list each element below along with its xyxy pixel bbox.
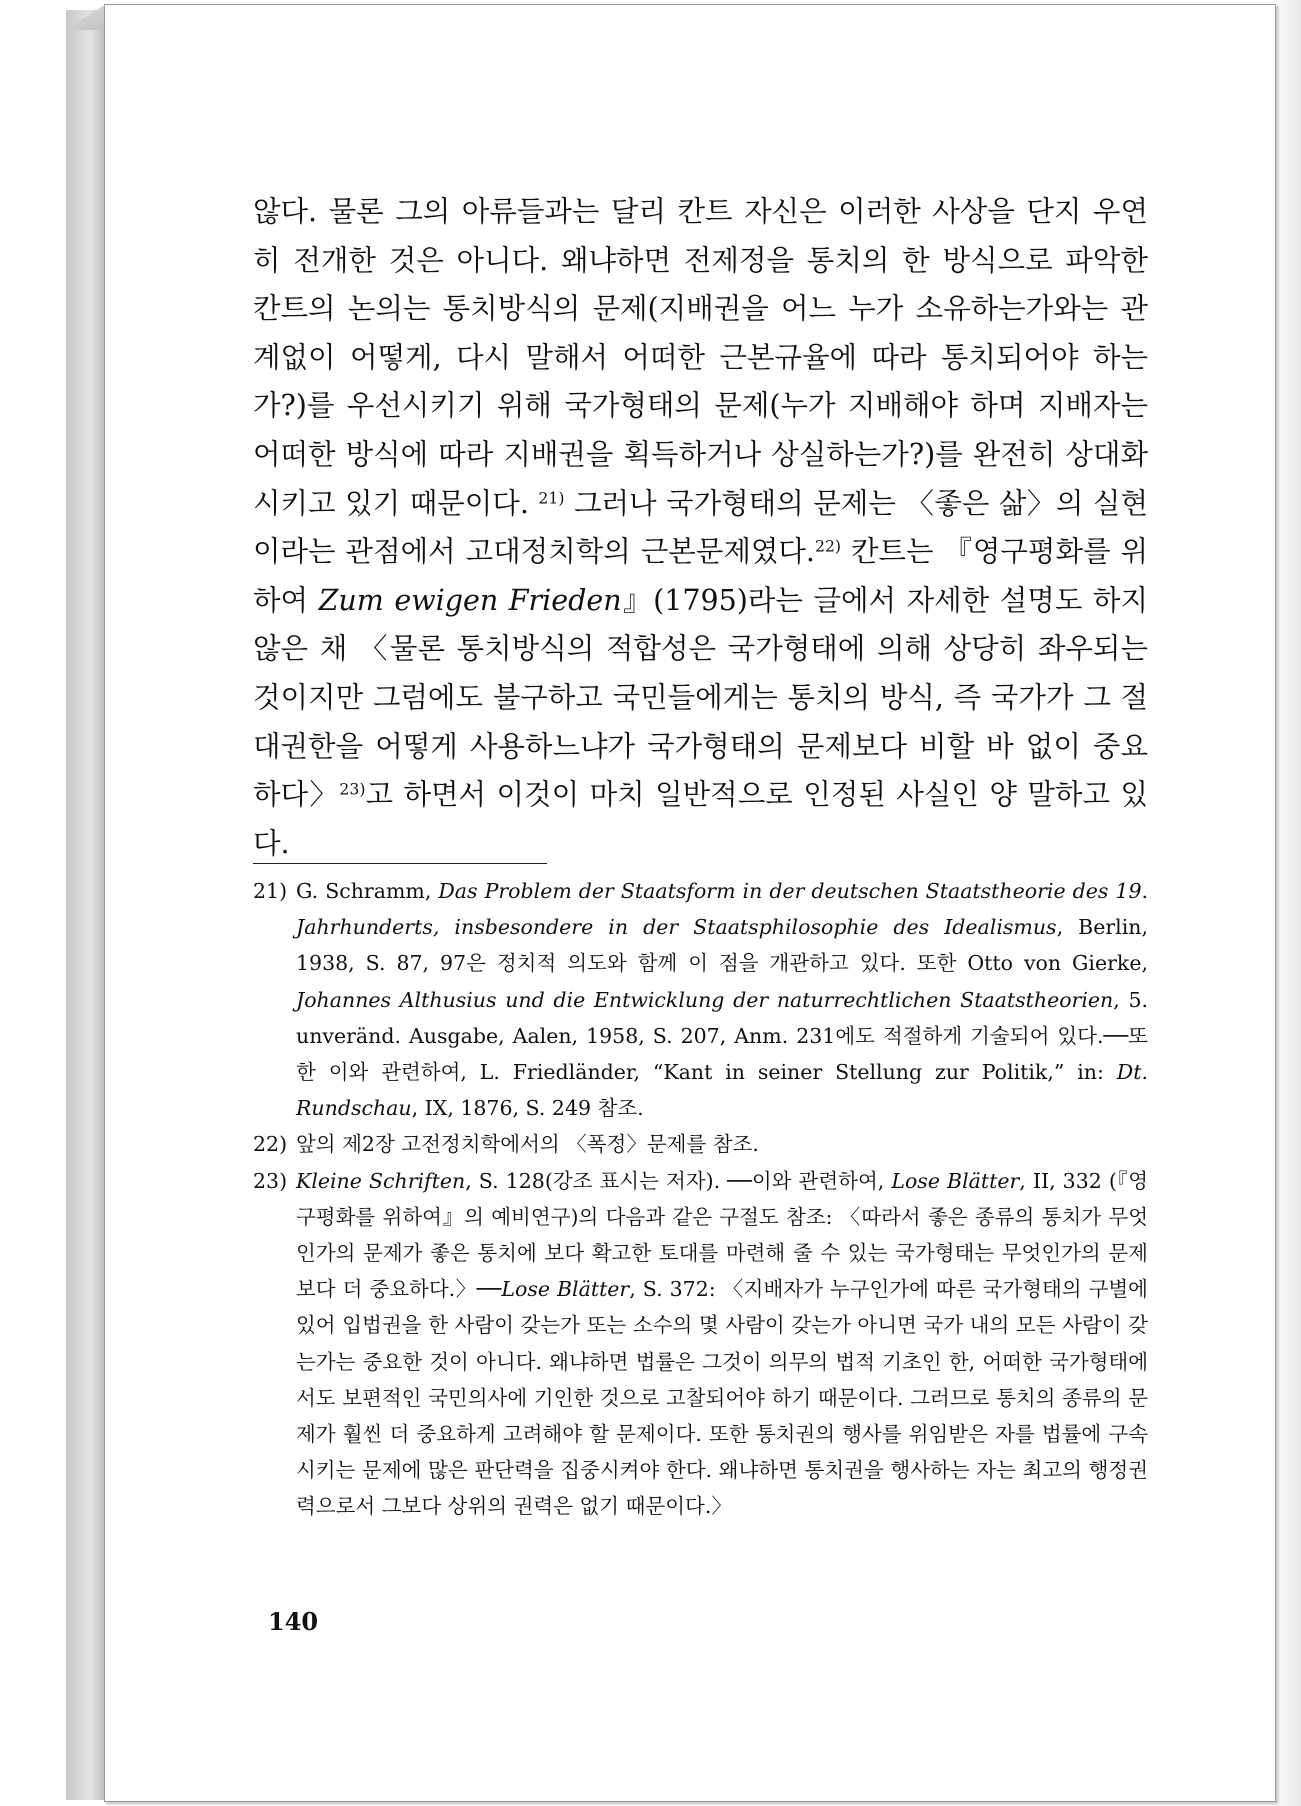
- footnote-22: [253, 1126, 1148, 1162]
- footnote-number: 22): [253, 1132, 288, 1157]
- footnote-23: [253, 1163, 1148, 1525]
- footnotes: [253, 873, 1148, 1525]
- page-number: 140: [268, 1607, 319, 1636]
- book-title-italic: Zum ewigen Frieden: [318, 583, 622, 617]
- footnote-text: G. Schramm, Das Problem der Staatsform in der deutschen Staatstheorie des 19. Jahrhunderts, insbesondere in der Staatsphilosophie des Idealismus, Berlin, 1938, S. 87, 97은 정치적 의도와 함께 이 점을 개관하고 있다. 또한 Otto von Gierke, Johannes Althusius und die Entwicklung der naturrechtlichen Staatstheorien, 5. unveränd. Ausgabe, Aalen, 1958, S. 207, Anm. 231에도 적절하게 기술되어 있다.──또한 이와 관련하여, L. Friedländer, “Kant in seiner Stellung zur Politik,” in: Dt. Rundschau, IX, 1876, S. 249 참조.: [296, 879, 1149, 1121]
- footnote-text: 앞의 제2장 고전정치학에서의 〈폭정〉문제를 참조.: [296, 1132, 759, 1157]
- footnote-ref-23: 23): [339, 779, 366, 799]
- footnote-21: [253, 873, 1148, 1126]
- footnote-divider: [253, 863, 547, 864]
- footnote-ref-22: 22): [814, 536, 842, 556]
- footnote-ref-21: 21): [538, 488, 565, 508]
- footnote-number: 21): [253, 879, 288, 903]
- footnote-text: Kleine Schriften, S. 128(강조 표시는 저자). ──이와 관련하여, Lose Blätter, II, 332 (『영구평화를 위하여』의 예비연구)의 다음과 같은 구절도 참조: 〈따라서 좋은 종류의 통치가 무엇인가의 문제가 좋은 통치에 보다 확고한 토대를 마련해 줄 수 있는 국가형태는 무엇인가의 문제보다 더 중요하다.〉──Lose Blätter, S. 372: 〈지배자가 누구인가에 따른 국가형태의 구별에 있어 입법권을 한 사람이 갖는가 또는 소수의 몇 사람이 갖는가 아니면 국가 내의 모든 사람이 갖는가는 중요한 것이 아니다. 왜냐하면 법률은 그것이 의무의 법적 기초인 한, 어떠한 국가형태에서도 보편적인 국민의사에 기인한 것으로 고찰되어야 하기 때문이다. 그러므로 통치의 종류의 문제가 훨씬 더 중요하게 고려해야 할 문제이다. 또한 통치권의 행사를 위임받은 자를 법률에 구속시키는 문제에 많은 판단력을 집중시켜야 한다. 왜냐하면 통치권을 행사하는 자는 최고의 행정권력으로서 그보다 상위의 권력은 없기 때문이다.〉: [296, 1168, 1149, 1519]
- book-spine: [66, 10, 106, 1800]
- main-paragraph: 않다. 물론 그의 아류들과는 달리 칸트 자신은 이러한 사상을 단지 우연히 전개한 것은 아니다. 왜냐하면 전제정을 통치의 한 방식으로 파악한 칸트의 논의는 통치방식의 문제(지배권을 어느 누가 소유하는가와는 관계없이 어떻게, 다시 말해서 어떠한 근본규율에 따라 통치되어야 하는가?)를 우선시키기 위해 국가형태의 문제(누가 지배해야 하며 지배자는 어떠한 방식에 따라 지배권을 획득하거나 상실하는가?)를 완전히 상대화시키고 있기 때문이다. $^{21)}$ 그러나 국가형태의 문제는 〈좋은 삶〉의 실현이라는 관점에서 고대정치학의 근본문제였다.$^{22)}$ 칸트는 『영구평화를 위하여 Zum ewigen Frieden』(1795)라는 글에서 자세한 설명도 하지 않은 채 〈물론 통치방식의 적합성은 국가형태에 의해 상당히 좌우되는 것이지만 그럼에도 불구하고 국민들에게는 통치의 방식, 즉 국가가 그 절대권한을 어떻게 사용하느냐가 국가형태의 문제보다 비할 바 없이 중요하다〉$^{23)}$고 하면서 이것이 마치 일반적으로 인정된 사실인 양 말하고 있다.: [253, 195, 1149, 860]
- main-text: [253, 188, 1148, 868]
- footnote-number: 23): [253, 1168, 288, 1193]
